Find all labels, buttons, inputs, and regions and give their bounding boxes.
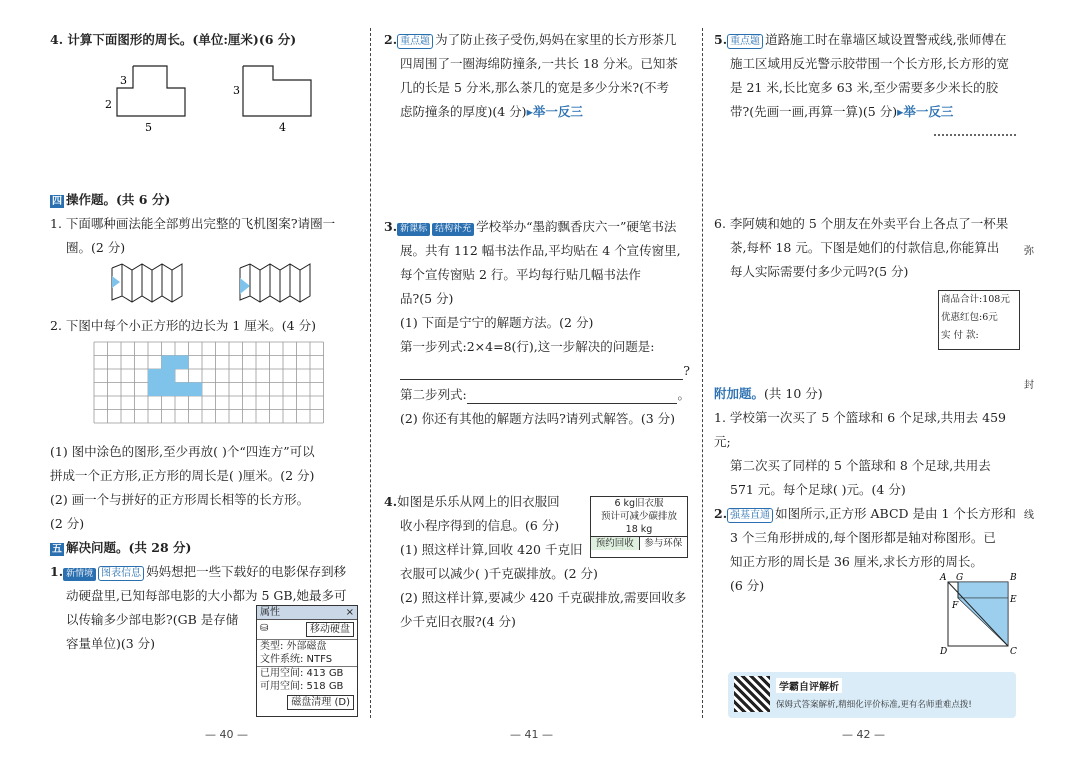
- recycle-line3: 18 kg: [625, 524, 653, 535]
- section-4: [50, 188, 360, 260]
- extra-title: 附加题。: [714, 386, 765, 401]
- receipt-total: 商品合计:108元: [941, 294, 1010, 305]
- op2-sub2-line2: (2 分): [50, 516, 85, 531]
- folded-paper-2: [240, 264, 310, 302]
- svg-text:C: C: [1010, 647, 1017, 657]
- op2-line: 2. 下图中每个小正方形的边长为 1 厘米。(4 分): [50, 318, 316, 333]
- payment-receipt: [938, 290, 1020, 350]
- plane-half-2: [240, 278, 250, 294]
- eco-button[interactable]: 参与环保: [644, 538, 683, 549]
- fig1-label-3: 3: [120, 74, 127, 87]
- section-5-marker: 五: [52, 544, 62, 555]
- p3-line1: 学校举办“墨韵飘香庆六一”硬笔书法: [476, 219, 677, 234]
- perimeter-figures: [95, 58, 285, 138]
- e2-line3: 知正方形的周长是 36 厘米,求长方形的周长。: [730, 554, 983, 569]
- question-6: [714, 212, 1020, 284]
- e2-line4: (6 分): [730, 578, 765, 593]
- p1-line1: 妈妈想把一些下载好的电影保存到移: [146, 564, 347, 579]
- column-right: 5. 重点题 道路施工时在靠墙区域设置警戒线,张师傅在 施工区域用反光警示胶带围一个长方形,长方形的宽 是 21 米,长比宽多 63 米,至少需要多少米长的胶 带?(先画一画,再算一算)(5 分)▸举一反三: [714, 28, 1020, 124]
- section-4-title: 操作题。(共 6 分): [66, 192, 171, 207]
- section-5-title: 解决问题。(共 28 分): [66, 540, 192, 555]
- extra-section: 附加题。(共 10 分) 1. 学校第一次买了 5 个篮球和 6 个足球,共用去 459 元; 第二次买了同样的 5 个篮球和 8 个足球,共用去 571 元。每个足球( )元。(4 分) 2. 强基直通 如图所示,正方形 ABCD 是由 1 个长方形和 3 个三角形拼成的,每个图形都是轴对称图形。已 知正方形的周长是 36 厘米,求长方形的周长。 (6 分): [714, 382, 1020, 598]
- p4-sub2-line2: 少千克旧衣服?(4 分): [400, 614, 516, 629]
- square-grid: [94, 342, 330, 424]
- extra-score: (共 10 分): [764, 386, 823, 401]
- p5-line2: 施工区域用反光警示胶带围一个长方形,长方形的宽: [730, 56, 1009, 71]
- e1-line3: 571 元。每个足球( )元。(4 分): [730, 482, 906, 497]
- shaded-cell: [162, 356, 176, 370]
- e1-line2: 第二次买了同样的 5 个篮球和 8 个足球,共用去: [730, 458, 991, 473]
- shaded-cell: [189, 383, 203, 397]
- shaded-cell: [175, 383, 189, 397]
- drive-icon: ⛁: [260, 623, 269, 634]
- square-abcd-figure: [930, 570, 1020, 660]
- recycle-info-card: [590, 496, 688, 558]
- section-4-marker: 四: [52, 196, 62, 207]
- p5-line1: 道路施工时在靠墙区域设置警戒线,张师傅在: [765, 32, 1007, 47]
- folded-paper-1: [112, 264, 182, 302]
- e2-line2: 3 个三角形拼成的,每个图形都是轴对称图形。已: [730, 530, 996, 545]
- p4-sub1-line1: (1) 照这样计算,回收 420 千克旧: [400, 542, 583, 557]
- seal-char-3: 线: [1024, 510, 1034, 521]
- column-middle: 2. 重点题 为了防止孩子受伤,妈妈在家里的长方形茶几 四周围了一圈海绵防撞条,一共长 18 分米。已知茶 几的长是 5 分米,那么茶几的宽是多少分米?(不考 虑防撞条的厚度)(4 分)▸举一反三: [384, 28, 690, 124]
- p3-line3: 每个宣传窗贴 2 行。平均每行贴几幅书法作: [400, 267, 641, 282]
- p1-line4: 容量单位)(3 分): [66, 636, 156, 651]
- figure-2: [243, 66, 311, 116]
- p6-line3: 每人实际需要付多少元吗?(5 分): [730, 264, 909, 279]
- p4-line1: 如图是乐乐从网上的旧衣服回: [397, 494, 560, 509]
- op2-sub1-line1: (1) 图中涂色的图形,至少再放( )个“四连方”可以: [50, 444, 315, 459]
- link-more-practice-5[interactable]: ▸举一反三: [897, 104, 954, 119]
- op2-sub2-line1: (2) 画一个与拼好的正方形周长相等的长方形。: [50, 492, 310, 507]
- drive-name: 移动硬盘: [306, 622, 354, 637]
- link-more-practice[interactable]: ▸举一反三: [526, 104, 583, 119]
- p4-sub1-line2: 衣服可以减少( )千克碳排放。(2 分): [400, 566, 598, 581]
- op2-text: [50, 314, 360, 338]
- page-number-42: — 42 —: [842, 728, 885, 741]
- svg-text:D: D: [940, 647, 948, 657]
- shaded-cell: [148, 383, 162, 397]
- qr-code-icon: [734, 676, 770, 712]
- p2-line2: 四周围了一圈海绵防撞条,一共长 18 分米。已知茶: [400, 56, 678, 71]
- fig2-label-3: 3: [233, 84, 240, 97]
- column-divider: [702, 28, 703, 718]
- tag-new-standard: 新课标: [397, 223, 430, 236]
- tag-chart-info: 图表信息: [98, 566, 144, 581]
- tag-key: 重点题: [397, 34, 433, 49]
- page-number-41: — 41 —: [510, 728, 553, 741]
- p2-line1: 为了防止孩子受伤,妈妈在家里的长方形茶几: [435, 32, 677, 47]
- p3-line2: 展。共有 112 幅书法作品,平均贴在 4 个宣传窗里,: [400, 243, 681, 258]
- figure-1: [117, 66, 185, 116]
- shaded-cell: [162, 383, 176, 397]
- op1-line2: 圈。(2 分): [66, 240, 126, 255]
- op2-sub1-line2: 拼成一个正方形,正方形的周长是( )厘米。(2 分): [50, 468, 315, 483]
- tag-key-5: 重点题: [727, 34, 763, 49]
- tag-strong-base: 强基直通: [727, 508, 773, 523]
- promo-title: 学霸自评解析: [776, 678, 842, 693]
- used-space: 已用空间: 413 GB: [257, 666, 357, 680]
- shaded-cell: [175, 356, 189, 370]
- promo-text: 保姆式答案解析,精细化评价标准,更有名师重难点拨!: [776, 700, 972, 710]
- drive-type: 类型: 外部磁盘: [257, 639, 357, 653]
- question-4-recycle: 4.如图是乐乐从网上的旧衣服回 收小程序得到的信息。(6 分) (1) 照这样计算,回收 420 千克旧 衣服可以减少( )千克碳排放。(2 分) (2) 照这样计算,要减少 420 千克碳排放,需要回收多 少千克旧衣服?(4 分): [384, 490, 690, 634]
- p1-line2: 动硬盘里,已知每部电影的大小都为 5 GB,她最多可: [66, 588, 347, 603]
- op1-line1: 1. 下面哪种画法能全部剪出完整的飞机图案?请圈一: [50, 216, 336, 231]
- free-space: 可用空间: 518 GB: [260, 681, 344, 692]
- column-divider: [370, 28, 371, 718]
- fig1-label-5: 5: [145, 121, 152, 134]
- tag-structure: 结构补充: [432, 223, 474, 236]
- p2-line4: 虑防撞条的厚度)(4 分): [400, 104, 527, 119]
- close-icon[interactable]: ×: [345, 607, 354, 618]
- shaded-cell: [162, 369, 176, 383]
- shaded-cell: [148, 369, 162, 383]
- fig1-label-2: 2: [105, 98, 112, 111]
- p5-line3: 是 21 米,长比宽多 63 米,至少需要多少米长的胶: [730, 80, 999, 95]
- recycle-line2: 预计可减少碳排放: [600, 511, 677, 522]
- svg-text:F: F: [952, 601, 959, 611]
- column-left: [50, 28, 360, 52]
- p3-question-mark: ?: [683, 363, 690, 378]
- disk-cleanup-button[interactable]: 磁盘清理 (D): [287, 695, 354, 710]
- p1-line3: 以传输多少部电影?(GB 是存储: [66, 612, 239, 627]
- p3-sub2: (2) 你还有其他的解题方法吗?请列式解答。(3 分): [400, 411, 676, 426]
- p4-sub2-line1: (2) 照这样计算,要减少 420 千克碳排放,需要回收多: [400, 590, 687, 605]
- wall-line: [934, 134, 1016, 136]
- window-title: 属性: [260, 607, 280, 618]
- p5-line4: 带?(先画一画,再算一算)(5 分): [730, 104, 898, 119]
- p3-sub1: (1) 下面是宁宁的解题方法。(2 分): [400, 315, 594, 330]
- drive-fs: 文件系统: NTFS: [260, 654, 333, 665]
- p6-line1: 6. 李阿姨和她的 5 个朋友在外卖平台上各点了一杯果: [714, 216, 1009, 231]
- book-recycle-button[interactable]: 预约回收: [591, 537, 640, 550]
- fig2-label-4: 4: [279, 121, 286, 134]
- p6-line2: 茶,每杯 18 元。下图是她们的付款信息,你能算出: [730, 240, 1000, 255]
- p3-step1: 第一步列式:2×4=8(行),这一步解决的问题是:: [400, 339, 655, 354]
- page-number-40: — 40 —: [205, 728, 248, 741]
- e2-line1: 如图所示,正方形 ABCD 是由 1 个长方形和: [775, 506, 1016, 521]
- svg-text:B: B: [1010, 573, 1017, 583]
- p4-line2: 收小程序得到的信息。(6 分): [400, 518, 560, 533]
- svg-text:A: A: [940, 573, 947, 583]
- svg-text:E: E: [1010, 595, 1017, 605]
- receipt-paid: 实 付 款:: [941, 330, 979, 341]
- plane-half-1: [112, 276, 120, 288]
- op2-subquestions: (1) 图中涂色的图形,至少再放( )个“四连方”可以 拼成一个正方形,正方形的周长是( )厘米。(2 分) (2) 画一个与拼好的正方形周长相等的长方形。 (2 分) 五 解决问题。(共 28 分) 1. 新情境 图表信息 妈妈想把一些下载好的电影保存到移 动硬盘里,已知每部电影的大小都为 5 GB,她最多可 以传输多少部电影?(GB 是存储 容量单位)(3 分): [50, 440, 360, 656]
- seal-char-1: 弥: [1024, 246, 1034, 257]
- receipt-coupon: 优惠红包:6元: [941, 312, 998, 323]
- folded-paper-figures: [110, 264, 310, 304]
- p3-line4: 品?(5 分): [400, 291, 454, 306]
- self-evaluation-banner[interactable]: [728, 672, 1016, 718]
- question-4-title: 4. 计算下面图形的周长。(单位:厘米)(6 分): [50, 32, 297, 47]
- disk-properties-window: [256, 605, 358, 717]
- svg-text:G: G: [956, 573, 964, 583]
- p3-step2: 第二步列式:: [400, 387, 467, 402]
- e1-line1: 1. 学校第一次买了 5 个篮球和 6 个足球,共用去 459 元;: [714, 410, 1007, 449]
- question-3: 3. 新课标 结构补充 学校举办“墨韵飘香庆六一”硬笔书法 展。共有 112 幅书法作品,平均贴在 4 个宣传窗里, 每个宣传窗贴 2 行。平均每行贴几幅书法作 品?(5 分) (1) 下面是宁宁的解题方法。(2 分) 第一步列式:2×4=8(行),这一步解决的问题是: ? 第二步列式: 。 (2) 你还有其他的解题方法吗?请列式解答。(3 分): [384, 215, 690, 431]
- seal-char-2: 封: [1024, 380, 1034, 391]
- recycle-line1: 6 kg旧衣服: [614, 498, 664, 509]
- p2-line3: 几的长是 5 分米,那么茶几的宽是多少分米?(不考: [400, 80, 669, 95]
- tag-new-context: 新情境: [63, 568, 96, 581]
